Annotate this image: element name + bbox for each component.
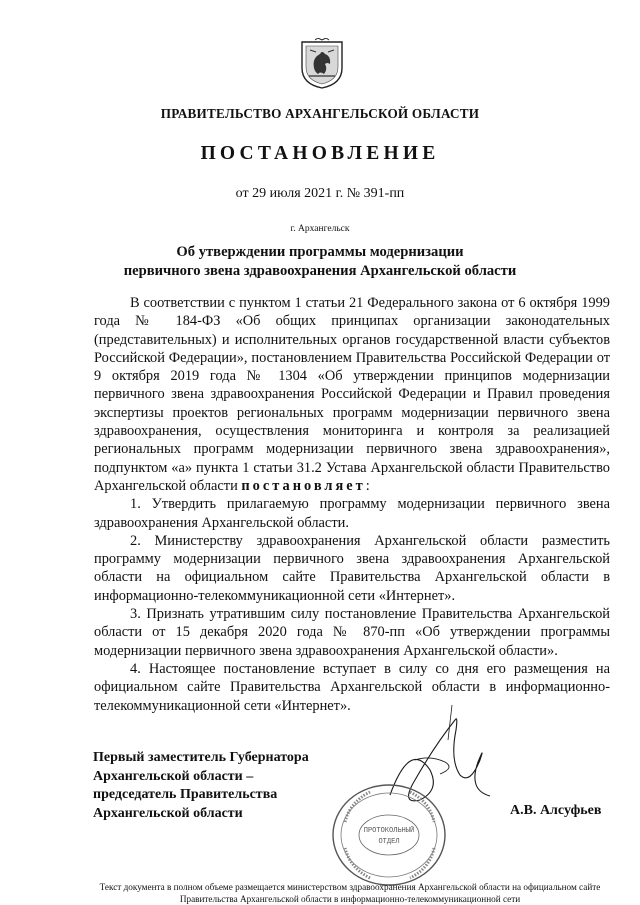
- city-name: г. Архангельск: [290, 224, 350, 234]
- date-and-number: от 29 июля 2021 г. № 391-пп: [235, 186, 405, 201]
- document-title: [0, 243, 640, 281]
- signer-position-line-1: Первый заместитель Губернатора: [93, 750, 309, 765]
- signer-position: [93, 749, 309, 823]
- preamble-paragraph: [94, 294, 610, 495]
- signer-position-line-2: Архангельской области –: [93, 768, 254, 784]
- decree-colon: :: [365, 477, 370, 494]
- signer-position-line-4: Архангельской области: [93, 805, 243, 821]
- seal-text-2: ОТДЕЛ: [378, 838, 400, 846]
- document-body: [94, 294, 610, 715]
- decree-word: постановляет: [241, 477, 366, 494]
- list-item: 4. Настоящее постановление вступает в силу со дня его размещения на официальном сайте Правительства Архангельской области в информационно-телекоммуникационной сети «Интернет».: [94, 660, 610, 714]
- list-item: 2. Министерству здравоохранения Архангельской области разместить программу модернизации первичного звена здравоохранения Архангельской области на официальном сайте Правительства Архангельской области в информационно-телекоммуникационной сети «Интернет».: [94, 532, 610, 604]
- title-line-2: первичного звена здравоохранения Архангельской области: [123, 263, 517, 279]
- seal-text-1: ПРОТОКОЛЬНЫЙ: [363, 827, 415, 835]
- footer-note: Текст документа в полном объеме размещается министерством здравоохранения Архангельской области на официальном сайте Правительства Архангельской области в информационно-телекоммуникационной сети: [99, 882, 601, 904]
- list-item: 3. Признать утратившим силу постановление Правительства Архангельской области от 15 декабря 2020 года № 870-пп «Об утверждении программы модернизации первичного звена здравоохранения Архангельской области».: [94, 606, 610, 659]
- title-line-1: Об утверждении программы модернизации: [176, 244, 464, 260]
- document-type-heading: ПОСТАНОВЛЕНИЕ: [200, 143, 440, 164]
- signer-name: А.В. Алсуфьев: [510, 803, 602, 818]
- preamble-text: В соответствии с пунктом 1 статьи 21 Федерального закона от 6 октября 1999 года № 184-ФЗ «Об общих принципах организации законодательных (представительных) и исполнительных органов государственной власти субъектов Российской Федерации», постановлением Правительства Российской Федерации от 9 октября 2019 года № 1304 «Об утверждении принципов модернизации первичного звена здравоохранения Российской Федерации и Правил проведения экспертизы проектов региональных программ модернизации первичного звена здравоохранения, осуществления мониторинга и контроля за реализацией региональных программ модернизации первичного звена здравоохранения», подпунктом «а» пункта 1 статьи 31.2 Устава Архангельской области Правительство Архангельской области: [94, 295, 610, 494]
- list-item: 1. Утвердить прилагаемую программу модернизации первичного звена здравоохранения Архангельской области.: [94, 496, 610, 531]
- government-name: ПРАВИТЕЛЬСТВО АРХАНГЕЛЬСКОЙ ОБЛАСТИ: [160, 106, 480, 121]
- official-seal: [330, 782, 448, 888]
- signer-position-line-3: председатель Правительства: [93, 787, 278, 802]
- coat-of-arms-icon: [300, 38, 344, 90]
